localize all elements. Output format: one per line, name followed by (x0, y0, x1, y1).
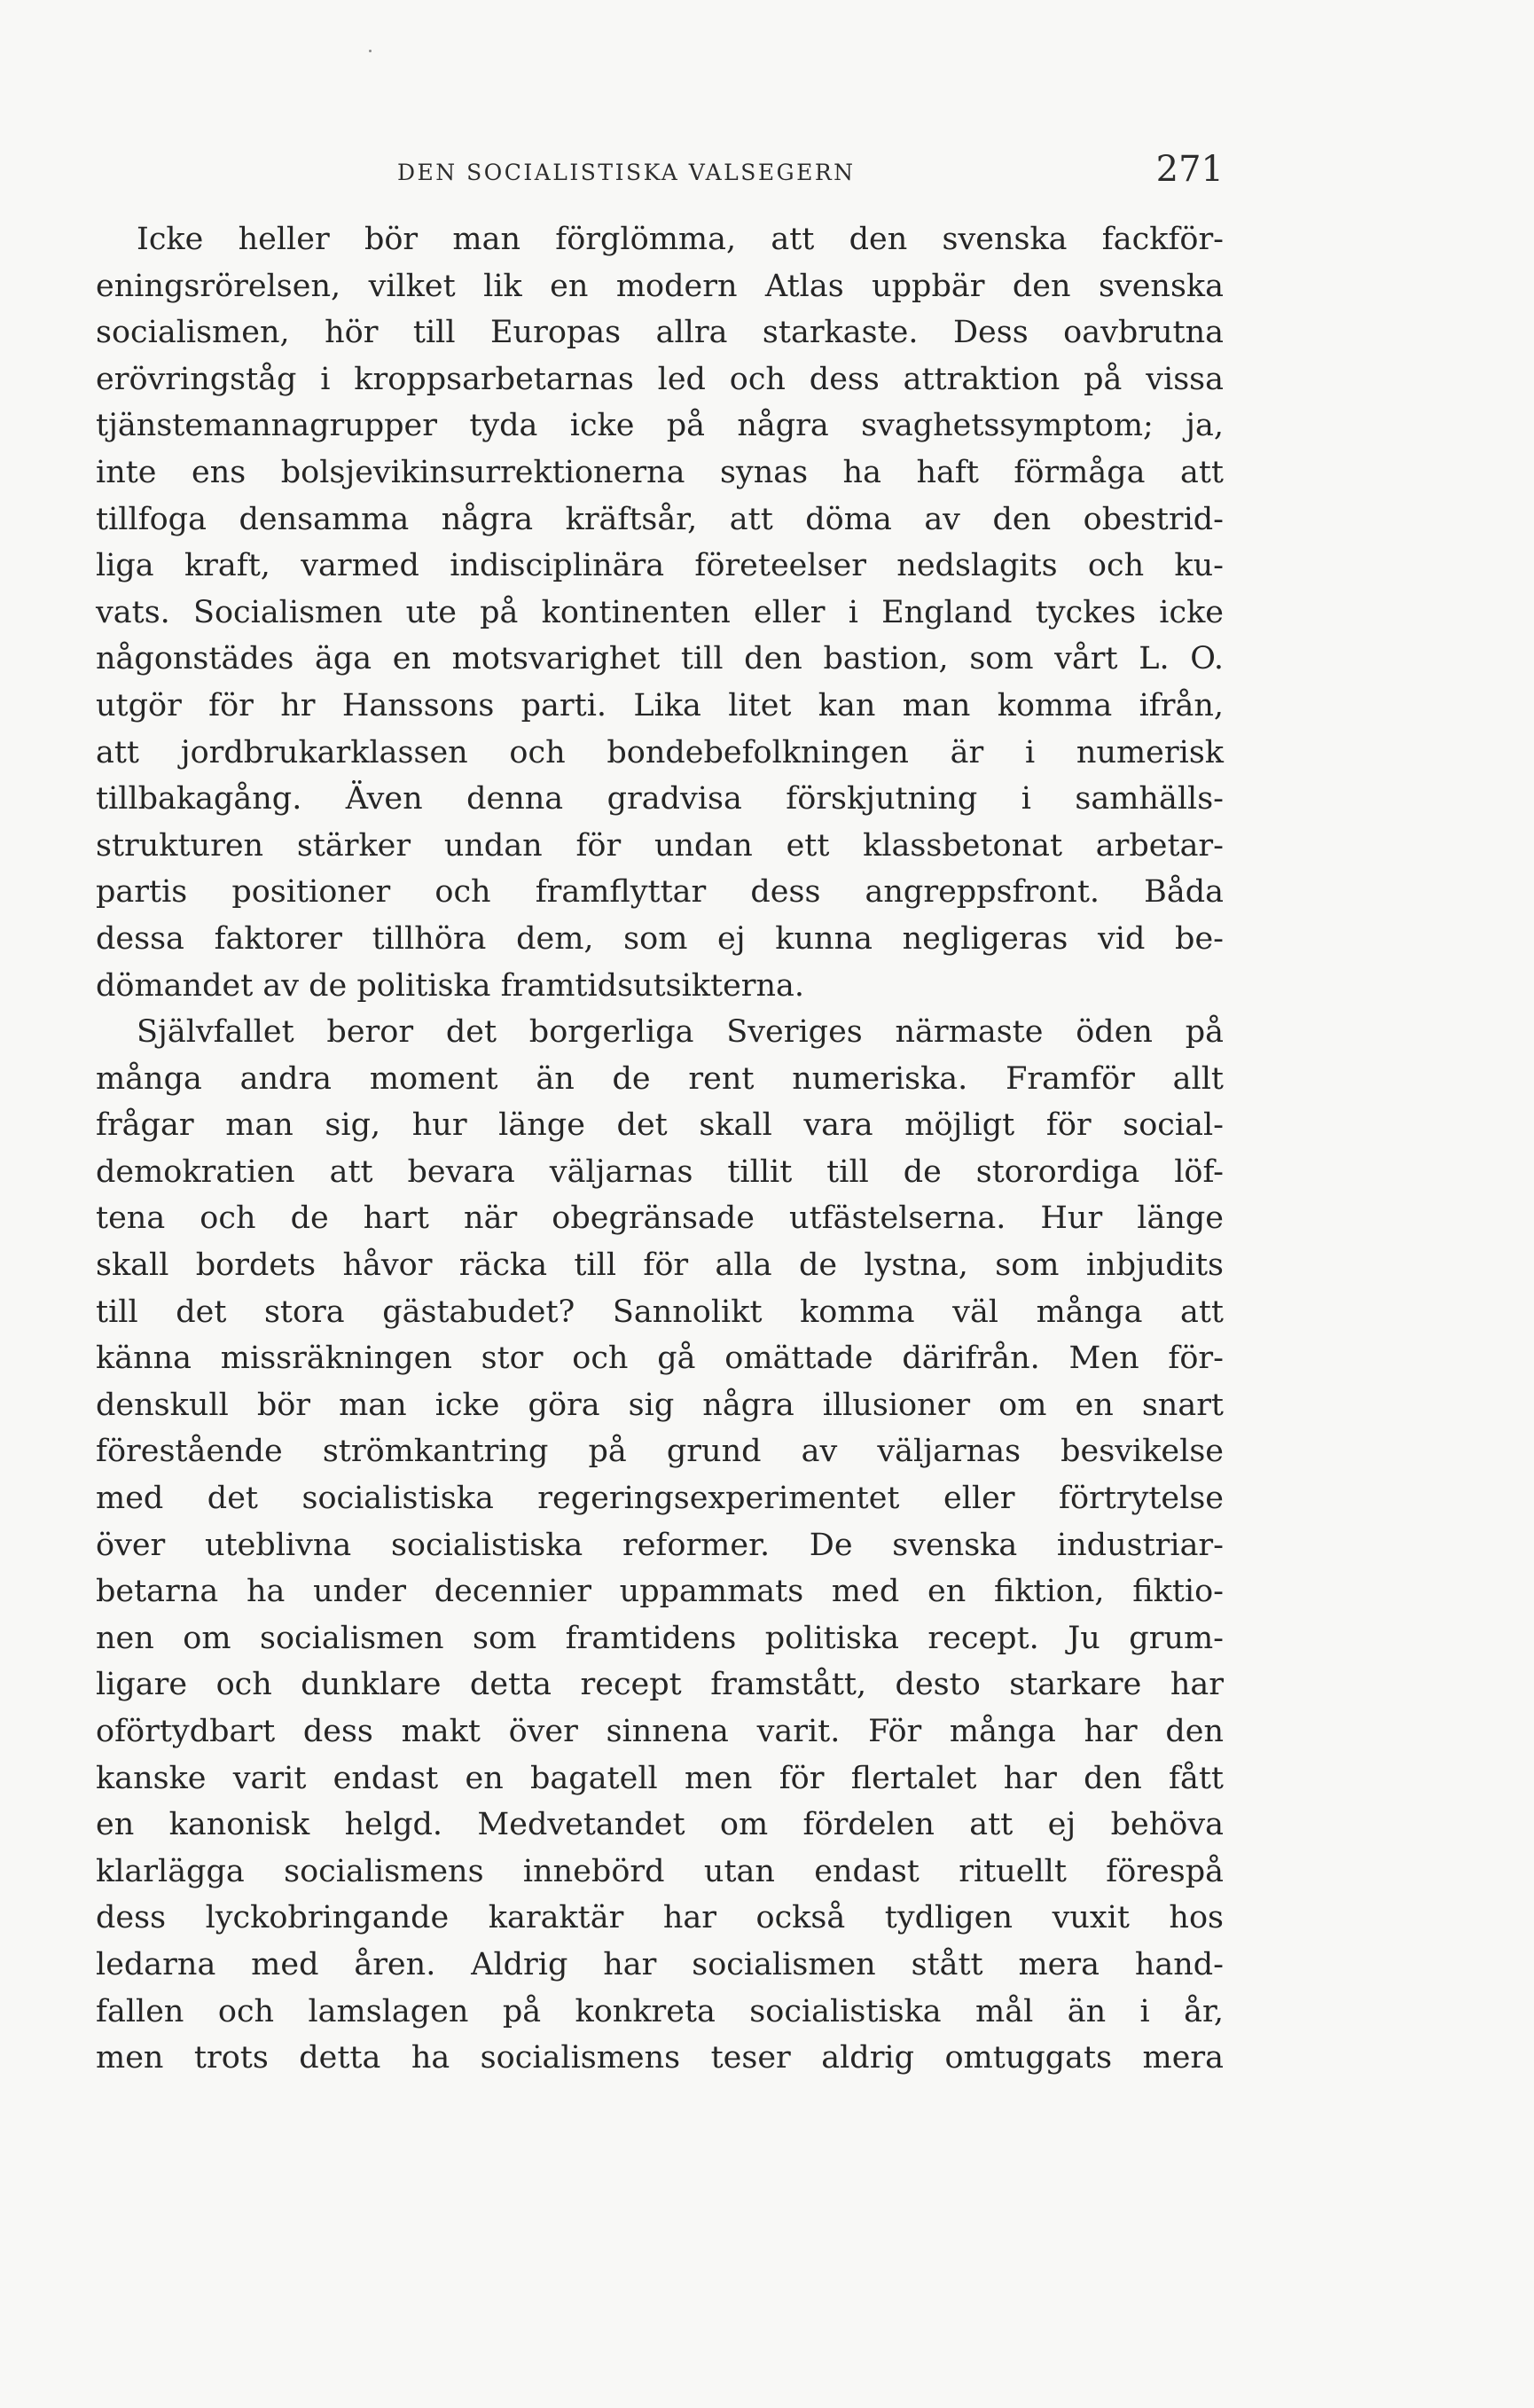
page-number: 271 (1155, 149, 1224, 190)
text-line: strukturen stärker undan för undan ett klassbetonat arbetar- (96, 827, 1224, 864)
text-line: någonstädes äga en motsvarighet till den bastion, som vårt L. O. (96, 641, 1224, 677)
text-line: fallen och lamslagen på konkreta socialistiska mål än i år, (96, 1993, 1224, 2029)
text-line: demokratien att bevara väljarnas tillit till de storordiga löf- (96, 1153, 1224, 1190)
text-line: förestående strömkantring på grund av väljarnas besvikelse (96, 1434, 1224, 1470)
text-line: skall bordets håvor räcka till för alla de lystna, som inbjudits (96, 1247, 1224, 1284)
text-line: kanske varit endast en bagatell men för flertalet har den fått (96, 1760, 1224, 1796)
body-text (96, 216, 1224, 2082)
text-line: dömandet av de politiska framtidsutsikterna. (96, 967, 805, 1004)
text-line: oförtydbart dess makt över sinnena varit. För många har den (96, 1714, 1224, 1749)
text-line: tjänstemannagrupper tyda icke på några svaghetssymptom; ja, (96, 408, 1224, 444)
text-line: många andra moment än de rent numeriska. Framför allt (96, 1060, 1224, 1097)
text-line: ligare och dunklare detta recept framstått, desto starkare har (96, 1667, 1224, 1703)
text-line: till det stora gästabudet? Sannolikt komma väl många att (96, 1294, 1224, 1330)
running-title: DEN SOCIALISTISKA VALSEGERN (397, 160, 856, 185)
text-line: över uteblivna socialistiska reformer. De svenska industriar- (96, 1527, 1224, 1563)
text-line: tillbakagång. Även denna gradvisa förskjutning i samhälls- (96, 781, 1224, 817)
text-line: dess lyckobringande karaktär har också tydligen vuxit hos (96, 1900, 1224, 1936)
text-line: utgör för hr Hanssons parti. Lika litet kan man komma ifrån, (96, 687, 1224, 723)
text-line: att jordbrukarklassen och bondebefolkningen är i numerisk (96, 734, 1224, 770)
text-line: dessa faktorer tillhöra dem, som ej kunna negligeras vid be- (96, 920, 1224, 957)
text-line: denskull bör man icke göra sig några illusioner om en snart (96, 1387, 1224, 1423)
text-line: inte ens bolsjevikinsurrektionerna synas ha haft förmåga att (96, 454, 1224, 490)
text-line: Icke heller bör man förglömma, att den svenska fackför- (137, 222, 1224, 257)
text-line: tena och de hart när obegränsade utfästelserna. Hur länge (96, 1200, 1224, 1237)
text-line: betarna ha under decennier uppammats med en fiktion, fiktio- (96, 1574, 1224, 1610)
running-head (96, 149, 1224, 202)
text-line: eningsrörelsen, vilket lik en modern Atlas uppbär den svenska (96, 268, 1224, 304)
text-line: erövringståg i kroppsarbetarnas led och dess attraktion på vissa (96, 361, 1224, 397)
text-line: socialismen, hör till Europas allra starkaste. Dess oavbrutna (96, 315, 1224, 351)
text-line: tillfoga densamma några kräftsår, att döma av den obestrid- (96, 501, 1224, 537)
text-line: partis positioner och framflyttar dess angreppsfront. Båda (96, 874, 1224, 911)
text-line: vats. Socialismen ute på kontinenten eller i England tyckes icke (96, 594, 1224, 630)
text-line: en kanonisk helgd. Medvetandet om fördelen att ej behöva (96, 1807, 1224, 1843)
text-line: nen om socialismen som framtidens politiska recept. Ju grum- (96, 1620, 1224, 1656)
text-line: ledarna med åren. Aldrig har socialismen stått mera hand- (96, 1946, 1224, 1982)
text-line: med det socialistiska regeringsexperimentet eller förtrytelse (96, 1481, 1224, 1517)
text-line: klarlägga socialismens innebörd utan endast rituellt förespå (96, 1853, 1224, 1889)
text-line: känna missräkningen stor och gå omättade därifrån. Men för- (96, 1341, 1224, 1377)
paper-speck (369, 50, 372, 52)
text-line: men trots detta ha socialismens teser aldrig omtuggats mera (96, 2040, 1224, 2076)
text-line: Självfallet beror det borgerliga Sveriges närmaste öden på (137, 1014, 1224, 1051)
text-line: frågar man sig, hur länge det skall vara möjligt för social- (96, 1107, 1224, 1144)
text-line: liga kraft, varmed indisciplinära företeelser nedslagits och ku- (96, 548, 1224, 584)
